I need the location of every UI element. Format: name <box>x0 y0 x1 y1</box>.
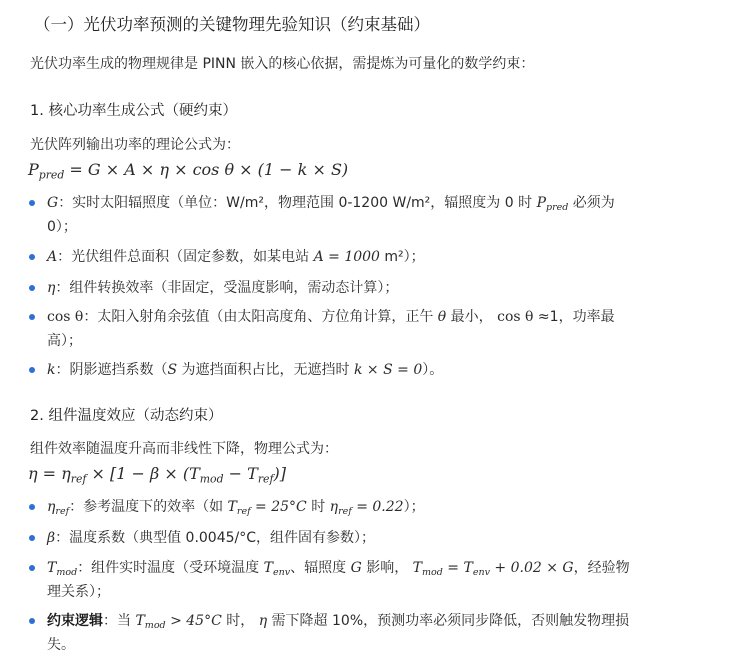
bullet-dot <box>29 367 35 373</box>
bullet-dot <box>29 254 35 260</box>
power-formula: $P_{pred} = G \times A \times \eta \times \cos \theta \times (1 - k \times S)$ <box>28 160 349 182</box>
subsection-title-1: 1. 核心功率生成公式（硬约束） <box>30 103 237 119</box>
section-heading: （一）光伏功率预测的关键物理先验知识（约束基础） <box>34 15 430 34</box>
bullet-dot <box>29 200 35 206</box>
bullet-dot <box>29 285 35 291</box>
bullet-dot <box>29 565 35 571</box>
list-item-constraint-line1: 约束逻辑：当 $T_{mod} > 45^\circ C$ 时， η 需下降超 10%，预测功率必须同步降低，否则触发物理损 <box>47 613 630 632</box>
list-item-g-line1: G：实时太阳辐照度（单位：W/m²，物理范围 0-1200 W/m²，辐照度为 0 时 $P_{pred}$ 必须为 <box>47 195 615 214</box>
bullet-dot <box>29 504 35 510</box>
bullet-dot <box>29 535 35 541</box>
list-item-cos-line1: cos θ：太阳入射角余弦值（由太阳高度角、方位角计算，正午 θ 最小， cos θ ≈1，功率最 <box>47 309 615 325</box>
list-item-tmod-line2: 理关系）； <box>47 584 110 600</box>
list-item-k: k：阴影遮挡系数（S 为遮挡面积占比，无遮挡时 k × S = 0）。 <box>47 362 444 378</box>
temperature-formula: $\eta = \eta_{ref} \times [1 - \beta \times (T_{mod} - T_{ref})]$ <box>28 464 286 486</box>
constraint-logic-label: 约束逻辑 <box>47 613 103 629</box>
list-item-eta-ref: $\eta_{ref}$：参考温度下的效率（如 $T_{ref} = 25^\circ C$ 时 $\eta_{ref} = 0.22$）； <box>47 499 425 518</box>
subsection-title-2: 2. 组件温度效应（动态约束） <box>30 408 223 424</box>
list-item-cos-line2: 高）； <box>47 333 82 349</box>
intro-paragraph: 光伏功率生成的物理规律是 PINN 嵌入的核心依据，需提炼为可量化的数学约束： <box>30 56 535 72</box>
list-item-g-line2: 0）； <box>47 219 77 235</box>
list-item-beta: β：温度系数（典型值 0.0045/°C，组件固有参数）； <box>47 530 376 546</box>
list-item-a: A：光伏组件总面积（固定参数，如某电站 A = 1000 m²）； <box>47 249 425 265</box>
list-item-tmod-line1: $T_{mod}$：组件实时温度（受环境温度 $T_{env}$、辐照度 G 影响， $T_{mod} = T_{env} + 0.02 \times G$，经验物 <box>47 560 630 579</box>
formula-lead-2: 组件效率随温度升高而非线性下降，物理公式为： <box>30 441 338 457</box>
list-item-eta: η：组件转换效率（非固定，受温度影响，需动态计算）； <box>47 280 399 296</box>
list-item-constraint-line2: 失。 <box>47 637 75 653</box>
formula-lead-1: 光伏阵列输出功率的理论公式为： <box>30 137 240 153</box>
bullet-dot <box>29 618 35 624</box>
bullet-dot <box>29 314 35 320</box>
